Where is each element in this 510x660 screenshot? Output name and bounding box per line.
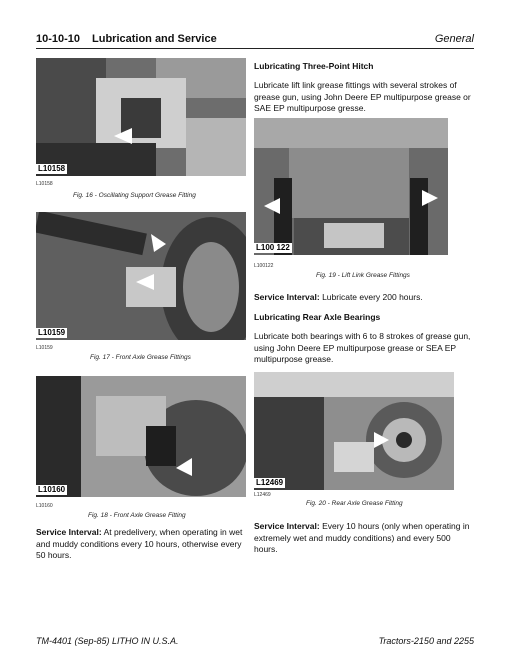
hitch-text: Lubricate lift link grease fittings with several strokes of grease gun, using John Deere EP multipurpose grease or SAE EP multipurpose gresse. [254,80,471,113]
figure-16-tag: L10158 [38,164,66,173]
section-title: Lubrication and Service [92,33,217,45]
figure-17-caption: Fig. 17 - Front Axle Grease Fittings [90,354,191,361]
figure-18-caption: Fig. 18 - Front Axle Grease Fitting [88,512,186,519]
footer-tractor-models: Tractors-2150 and 2255 [378,636,474,646]
figure-16-photo [36,58,246,176]
figure-17-tag: L10159 [38,328,66,337]
figure-18-photo [36,376,246,497]
figure-20-code: L12469 [254,492,271,498]
figure-18-tag: L10160 [38,485,66,494]
footer-manual-id: TM-4401 (Sep-85) LITHO IN U.S.A. [36,636,179,646]
figure-17-code: L10159 [36,345,53,351]
axle-service-interval [254,521,474,556]
hitch-service-label: Service Interval: [254,292,320,302]
axle-heading: Lubricating Rear Axle Bearings [254,312,381,322]
figure-19-tag: L100 122 [256,243,290,252]
hitch-heading: Lubricating Three-Point Hitch [254,61,374,71]
left-service-label: Service Interval: [36,527,102,537]
axle-text: Lubricate both bearings with 6 to 8 strokes of grease gun, using John Deere EP multipurpose grease or SEA EP multipurpose grease. [254,331,471,364]
figure-16-caption: Fig. 16 - Oscillating Support Grease Fitting [73,192,196,199]
axle-service-label: Service Interval: [254,521,320,531]
page-number: 10-10-10 [36,33,81,45]
figure-20-photo [254,372,454,490]
figure-20-caption: Fig. 20 - Rear Axle Grease Fitting [306,500,403,507]
figure-17-photo [36,212,246,340]
figure-19-caption: Fig. 19 - Lift Link Grease Fittings [316,272,410,279]
hitch-service-interval [254,292,474,304]
figure-16-code: L10158 [36,181,53,187]
left-service-text: At predelivery, when operating in wet and muddy conditions every 10 hours, otherwise every 50 hours. [36,527,243,560]
header-rule [36,48,474,49]
left-service-interval [36,527,246,562]
figure-19-code: L100122 [254,263,274,269]
figure-18-code: L10160 [36,503,53,509]
axle-service-text: Every 10 hours (only when operating in extremely wet and muddy conditions) and every 500 hours. [254,521,470,554]
figure-20-tag: L12469 [256,478,284,487]
hitch-service-text: Lubricate every 200 hours. [322,292,423,302]
chapter-label: General [434,33,474,45]
figure-19-photo [254,118,448,255]
